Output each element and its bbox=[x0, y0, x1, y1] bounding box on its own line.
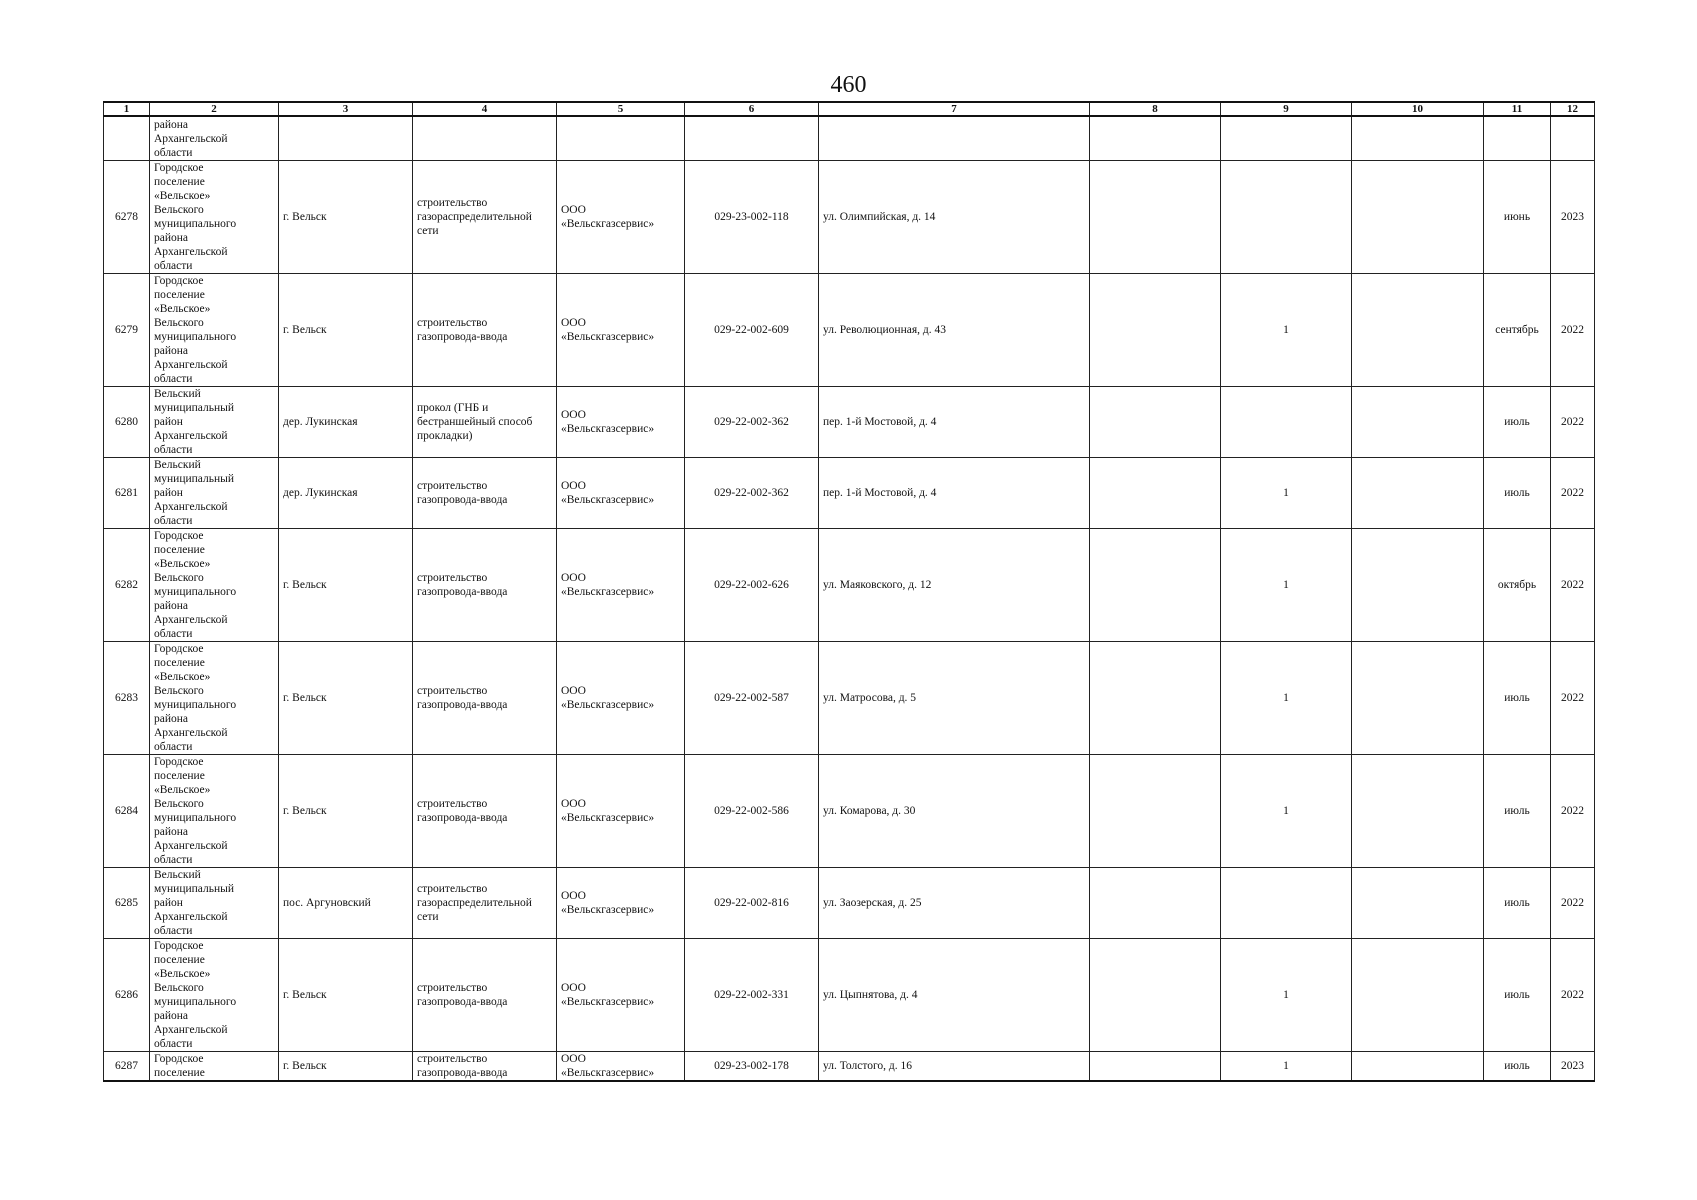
header-col-7: 7 bbox=[819, 102, 1090, 116]
cell-municipality: Городское поселение «Вельское» Вельского муниципального района Архангельской области bbox=[150, 939, 279, 1052]
table-row bbox=[104, 642, 1595, 755]
cell-locality: г. Вельск bbox=[279, 1052, 413, 1082]
table-row bbox=[104, 529, 1595, 642]
cell-locality: г. Вельск bbox=[279, 939, 413, 1052]
cell-col-8 bbox=[1090, 939, 1221, 1052]
cell-col-9: 1 bbox=[1221, 458, 1352, 529]
cell-municipality: Городское поселение «Вельское» Вельского муниципального района Архангельской области bbox=[150, 529, 279, 642]
cell-number: 6286 bbox=[104, 939, 150, 1052]
cell-organization: ООО «Вельскгазсервис» bbox=[557, 274, 685, 387]
cell-code bbox=[685, 116, 819, 161]
table-row bbox=[104, 868, 1595, 939]
cell-col-8 bbox=[1090, 868, 1221, 939]
cell-organization: ООО «Вельскгазсервис» bbox=[557, 642, 685, 755]
header-col-10: 10 bbox=[1352, 102, 1484, 116]
cell-code: 029-22-002-626 bbox=[685, 529, 819, 642]
header-col-1: 1 bbox=[104, 102, 150, 116]
cell-code: 029-22-002-362 bbox=[685, 458, 819, 529]
cell-col-9 bbox=[1221, 116, 1352, 161]
register-table bbox=[103, 101, 1595, 1082]
cell-year: 2023 bbox=[1551, 161, 1595, 274]
cell-year: 2022 bbox=[1551, 529, 1595, 642]
cell-col-8 bbox=[1090, 161, 1221, 274]
cell-municipality: района Архангельской области bbox=[150, 116, 279, 161]
cell-locality: г. Вельск bbox=[279, 274, 413, 387]
cell-organization: ООО «Вельскгазсервис» bbox=[557, 161, 685, 274]
cell-year bbox=[1551, 116, 1595, 161]
cell-organization: ООО «Вельскгазсервис» bbox=[557, 387, 685, 458]
cell-code: 029-22-002-586 bbox=[685, 755, 819, 868]
cell-col-9: 1 bbox=[1221, 529, 1352, 642]
table-row bbox=[104, 387, 1595, 458]
cell-year: 2022 bbox=[1551, 274, 1595, 387]
cell-month: июль bbox=[1484, 939, 1551, 1052]
cell-code: 029-22-002-816 bbox=[685, 868, 819, 939]
cell-work-type: строительство газораспределительной сети bbox=[413, 868, 557, 939]
cell-number: 6283 bbox=[104, 642, 150, 755]
cell-work-type: строительство газопровода-ввода bbox=[413, 274, 557, 387]
cell-organization: ООО «Вельскгазсервис» bbox=[557, 458, 685, 529]
table-row bbox=[104, 274, 1595, 387]
table-row bbox=[104, 1052, 1595, 1082]
cell-col-8 bbox=[1090, 116, 1221, 161]
cell-col-10 bbox=[1352, 387, 1484, 458]
cell-month: июль bbox=[1484, 642, 1551, 755]
cell-organization bbox=[557, 116, 685, 161]
cell-col-10 bbox=[1352, 868, 1484, 939]
cell-address bbox=[819, 116, 1090, 161]
cell-address: ул. Цыпнятова, д. 4 bbox=[819, 939, 1090, 1052]
cell-address: ул. Комарова, д. 30 bbox=[819, 755, 1090, 868]
cell-locality: дер. Лукинская bbox=[279, 387, 413, 458]
header-col-4: 4 bbox=[413, 102, 557, 116]
cell-organization: ООО «Вельскгазсервис» bbox=[557, 755, 685, 868]
header-row bbox=[104, 102, 1595, 116]
cell-col-10 bbox=[1352, 116, 1484, 161]
cell-address: ул. Олимпийская, д. 14 bbox=[819, 161, 1090, 274]
header-col-6: 6 bbox=[685, 102, 819, 116]
header-col-11: 11 bbox=[1484, 102, 1551, 116]
cell-locality: дер. Лукинская bbox=[279, 458, 413, 529]
cell-locality: г. Вельск bbox=[279, 161, 413, 274]
cell-address: ул. Заозерская, д. 25 bbox=[819, 868, 1090, 939]
cell-code: 029-22-002-587 bbox=[685, 642, 819, 755]
cell-year: 2022 bbox=[1551, 939, 1595, 1052]
cell-address: ул. Маяковского, д. 12 bbox=[819, 529, 1090, 642]
cell-municipality: Вельский муниципальный район Архангельской области bbox=[150, 868, 279, 939]
cell-number: 6282 bbox=[104, 529, 150, 642]
cell-col-10 bbox=[1352, 458, 1484, 529]
cell-col-10 bbox=[1352, 939, 1484, 1052]
cell-address: пер. 1-й Мостовой, д. 4 bbox=[819, 387, 1090, 458]
table-body bbox=[104, 116, 1595, 1081]
cell-address: ул. Толстого, д. 16 bbox=[819, 1052, 1090, 1082]
table-row bbox=[104, 755, 1595, 868]
cell-month: июль bbox=[1484, 868, 1551, 939]
table-row bbox=[104, 939, 1595, 1052]
cell-number: 6279 bbox=[104, 274, 150, 387]
cell-col-9: 1 bbox=[1221, 1052, 1352, 1082]
table-row bbox=[104, 161, 1595, 274]
cell-month: июль bbox=[1484, 1052, 1551, 1082]
cell-year: 2022 bbox=[1551, 458, 1595, 529]
cell-address: ул. Революционная, д. 43 bbox=[819, 274, 1090, 387]
cell-col-9 bbox=[1221, 387, 1352, 458]
cell-locality: г. Вельск bbox=[279, 529, 413, 642]
cell-month: июль bbox=[1484, 755, 1551, 868]
cell-year: 2022 bbox=[1551, 755, 1595, 868]
cell-number: 6284 bbox=[104, 755, 150, 868]
header-col-9: 9 bbox=[1221, 102, 1352, 116]
cell-organization: ООО «Вельскгазсервис» bbox=[557, 868, 685, 939]
cell-municipality: Городское поселение «Вельское» Вельского муниципального района Архангельской области bbox=[150, 755, 279, 868]
table-row bbox=[104, 458, 1595, 529]
cell-col-10 bbox=[1352, 642, 1484, 755]
cell-col-10 bbox=[1352, 161, 1484, 274]
cell-municipality: Городское поселение «Вельское» Вельского муниципального района Архангельской области bbox=[150, 642, 279, 755]
cell-organization: ООО «Вельскгазсервис» bbox=[557, 1052, 685, 1082]
cell-work-type: строительство газопровода-ввода bbox=[413, 642, 557, 755]
cell-col-8 bbox=[1090, 387, 1221, 458]
page-number: 460 bbox=[830, 72, 867, 98]
cell-locality bbox=[279, 116, 413, 161]
cell-col-10 bbox=[1352, 274, 1484, 387]
cell-col-9: 1 bbox=[1221, 939, 1352, 1052]
cell-col-9: 1 bbox=[1221, 755, 1352, 868]
cell-col-8 bbox=[1090, 642, 1221, 755]
cell-year: 2022 bbox=[1551, 642, 1595, 755]
table-row-continuation bbox=[104, 116, 1595, 161]
cell-number: 6287 bbox=[104, 1052, 150, 1082]
cell-month: июль bbox=[1484, 387, 1551, 458]
cell-municipality: Вельский муниципальный район Архангельской области bbox=[150, 387, 279, 458]
cell-municipality: Городское поселение bbox=[150, 1052, 279, 1082]
cell-col-10 bbox=[1352, 1052, 1484, 1082]
header-col-2: 2 bbox=[150, 102, 279, 116]
cell-address: ул. Матросова, д. 5 bbox=[819, 642, 1090, 755]
cell-year: 2022 bbox=[1551, 868, 1595, 939]
cell-year: 2022 bbox=[1551, 387, 1595, 458]
cell-col-9 bbox=[1221, 161, 1352, 274]
header-col-5: 5 bbox=[557, 102, 685, 116]
cell-col-9: 1 bbox=[1221, 642, 1352, 755]
table-header bbox=[104, 102, 1595, 116]
header-col-8: 8 bbox=[1090, 102, 1221, 116]
cell-col-8 bbox=[1090, 1052, 1221, 1082]
cell-code: 029-23-002-118 bbox=[685, 161, 819, 274]
cell-organization: ООО «Вельскгазсервис» bbox=[557, 939, 685, 1052]
cell-year: 2023 bbox=[1551, 1052, 1595, 1082]
cell-work-type: строительство газопровода-ввода bbox=[413, 755, 557, 868]
cell-municipality: Городское поселение «Вельское» Вельского муниципального района Архангельской области bbox=[150, 274, 279, 387]
cell-number: 6281 bbox=[104, 458, 150, 529]
cell-work-type: строительство газораспределительной сети bbox=[413, 161, 557, 274]
cell-address: пер. 1-й Мостовой, д. 4 bbox=[819, 458, 1090, 529]
cell-col-8 bbox=[1090, 458, 1221, 529]
cell-col-8 bbox=[1090, 529, 1221, 642]
cell-month: июнь bbox=[1484, 161, 1551, 274]
header-col-12: 12 bbox=[1551, 102, 1595, 116]
cell-code: 029-22-002-609 bbox=[685, 274, 819, 387]
cell-col-8 bbox=[1090, 755, 1221, 868]
cell-month: октябрь bbox=[1484, 529, 1551, 642]
cell-col-10 bbox=[1352, 755, 1484, 868]
cell-month: сентябрь bbox=[1484, 274, 1551, 387]
cell-col-8 bbox=[1090, 274, 1221, 387]
cell-organization: ООО «Вельскгазсервис» bbox=[557, 529, 685, 642]
cell-municipality: Городское поселение «Вельское» Вельского муниципального района Архангельской области bbox=[150, 161, 279, 274]
cell-work-type: строительство газопровода-ввода bbox=[413, 458, 557, 529]
cell-col-10 bbox=[1352, 529, 1484, 642]
cell-number: 6278 bbox=[104, 161, 150, 274]
cell-work-type: строительство газопровода-ввода bbox=[413, 1052, 557, 1082]
cell-locality: пос. Аргуновский bbox=[279, 868, 413, 939]
cell-col-9: 1 bbox=[1221, 274, 1352, 387]
cell-work-type bbox=[413, 116, 557, 161]
cell-number: 6280 bbox=[104, 387, 150, 458]
header-col-3: 3 bbox=[279, 102, 413, 116]
cell-month: июль bbox=[1484, 458, 1551, 529]
cell-work-type: строительство газопровода-ввода bbox=[413, 939, 557, 1052]
cell-number: 6285 bbox=[104, 868, 150, 939]
cell-month bbox=[1484, 116, 1551, 161]
cell-col-9 bbox=[1221, 868, 1352, 939]
cell-work-type: строительство газопровода-ввода bbox=[413, 529, 557, 642]
cell-work-type: прокол (ГНБ и бестраншейный способ прокладки) bbox=[413, 387, 557, 458]
cell-locality: г. Вельск bbox=[279, 642, 413, 755]
cell-number bbox=[104, 116, 150, 161]
cell-code: 029-22-002-331 bbox=[685, 939, 819, 1052]
cell-locality: г. Вельск bbox=[279, 755, 413, 868]
cell-municipality: Вельский муниципальный район Архангельской области bbox=[150, 458, 279, 529]
cell-code: 029-22-002-362 bbox=[685, 387, 819, 458]
cell-code: 029-23-002-178 bbox=[685, 1052, 819, 1082]
